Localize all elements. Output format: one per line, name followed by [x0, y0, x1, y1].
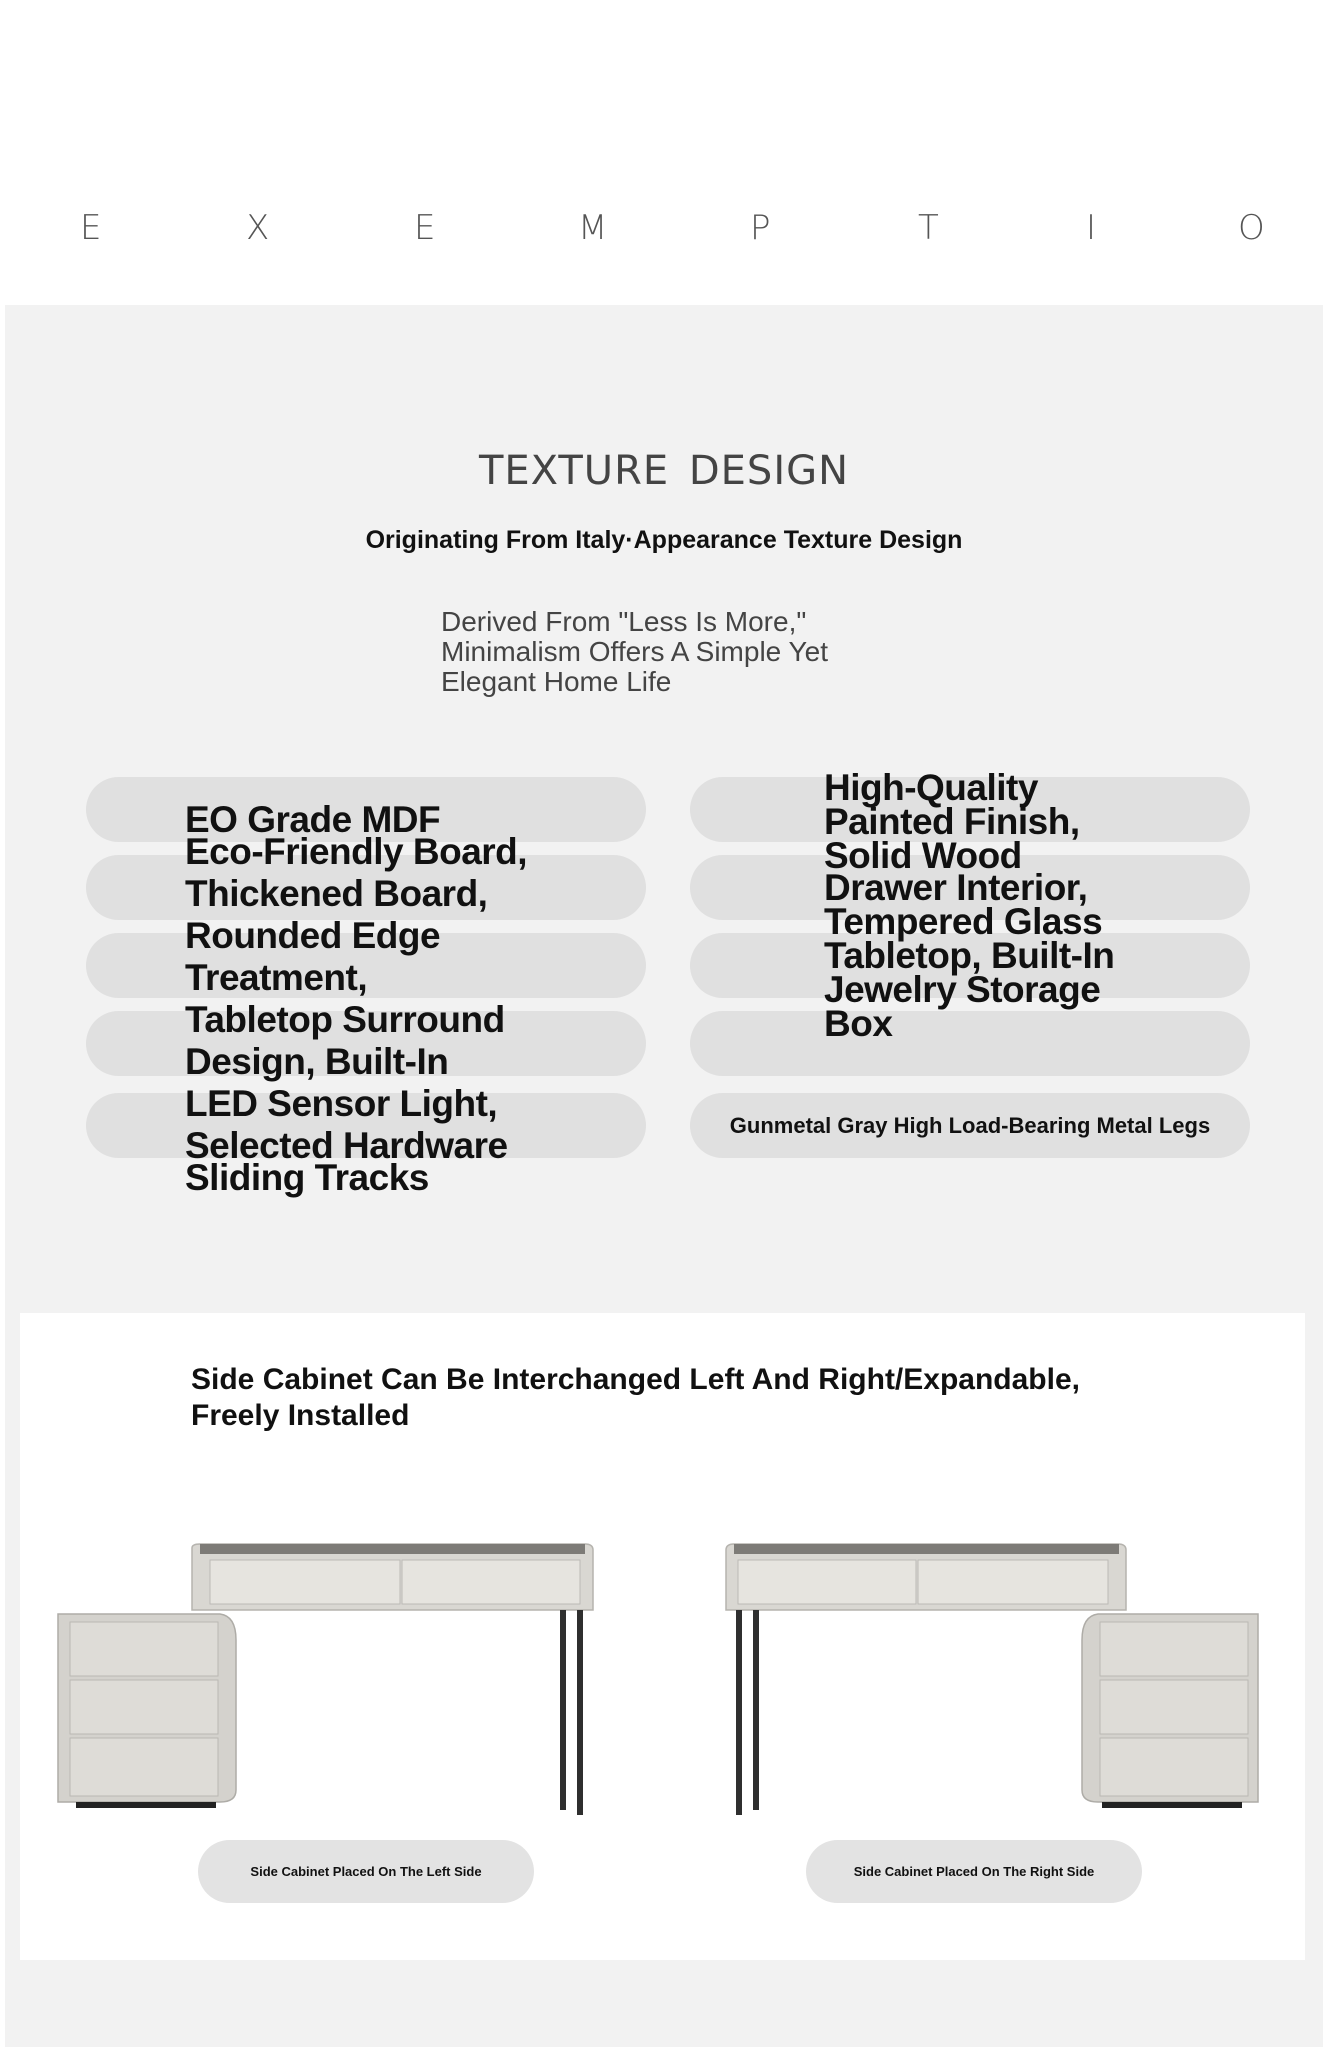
desk-drawer [210, 1560, 400, 1604]
feature-line: Thickened Board, [185, 873, 488, 914]
left-side-caption: Side Cabinet Placed On The Left Side [198, 1840, 534, 1903]
brand-letter: X [246, 208, 270, 248]
desk-right-cabinet-illustration [718, 1540, 1268, 1820]
feature-line: Sliding Tracks [185, 1157, 429, 1198]
intro-line: Elegant Home Life [441, 666, 672, 697]
desk-drawer [402, 1560, 580, 1604]
cabinet-title-line: Side Cabinet Can Be Interchanged Left And Right/Expandable, [191, 1363, 1080, 1396]
brand-letter: M [578, 208, 608, 248]
feature-line: Selected Hardware [185, 1125, 508, 1166]
section-subtitle: Originating From Italy·Appearance Texture Design [365, 526, 963, 554]
feature-line: High-Quality [824, 767, 1038, 808]
glass-tabletop [200, 1544, 585, 1554]
feature-line: Eco-Friendly Board, [185, 831, 528, 872]
feature-line: Box [824, 1003, 893, 1044]
feature-line: Solid Wood [824, 835, 1022, 876]
brand-letter: P [750, 208, 771, 248]
metal-leg [577, 1610, 583, 1815]
cabinet-base [1102, 1802, 1242, 1808]
cabinet-title-line: Freely Installed [191, 1399, 410, 1432]
cabinet-drawer [1100, 1680, 1248, 1734]
desk-left-cabinet-illustration [50, 1540, 600, 1820]
feature-line: Painted Finish, [824, 801, 1080, 842]
feature-line: Treatment, [185, 957, 368, 998]
cabinet-drawer [1100, 1738, 1248, 1796]
feature-line: Drawer Interior, [824, 867, 1088, 908]
right-feature-list [824, 767, 1114, 1045]
cabinet-base [76, 1802, 216, 1808]
feature-line: Design, Built-In [185, 1041, 449, 1082]
desk-drawer [738, 1560, 916, 1604]
cabinet-drawer [70, 1738, 218, 1796]
brand-letter: I [1086, 208, 1097, 248]
feature-line: Rounded Edge [185, 915, 441, 956]
section-title: TEXTURE DESIGN [478, 448, 850, 494]
desk-drawer [918, 1560, 1108, 1604]
brand-letter: E [80, 208, 102, 248]
metal-leg [753, 1610, 759, 1810]
feature-line: EO Grade MDF [185, 799, 441, 840]
intro-line: Minimalism Offers A Simple Yet [441, 636, 828, 667]
cabinet-drawer [70, 1622, 218, 1676]
metal-leg [560, 1610, 566, 1810]
cabinet-title [191, 1362, 1171, 1434]
left-feature-list [185, 799, 527, 1199]
feature-line: Jewelry Storage [824, 969, 1101, 1010]
feature-line: Tabletop Surround [185, 999, 505, 1040]
glass-tabletop [734, 1544, 1119, 1554]
brand-header [0, 0, 1328, 305]
cabinet-drawer [1100, 1622, 1248, 1676]
feature-line: Tabletop, Built-In [824, 935, 1115, 976]
feature-line: LED Sensor Light, [185, 1083, 498, 1124]
feature-line: Tempered Glass [824, 901, 1103, 942]
brand-letter: T [918, 208, 939, 248]
cabinet-drawer [70, 1680, 218, 1734]
metal-leg [736, 1610, 742, 1815]
intro-line: Derived From "Less Is More," [441, 606, 807, 637]
brand-letter: O [1238, 208, 1265, 248]
right-side-caption: Side Cabinet Placed On The Right Side [806, 1840, 1142, 1903]
brand-letter: E [414, 208, 436, 248]
intro-paragraph [441, 607, 961, 697]
metal-legs-label: Gunmetal Gray High Load-Bearing Metal Legs [729, 1112, 1211, 1138]
